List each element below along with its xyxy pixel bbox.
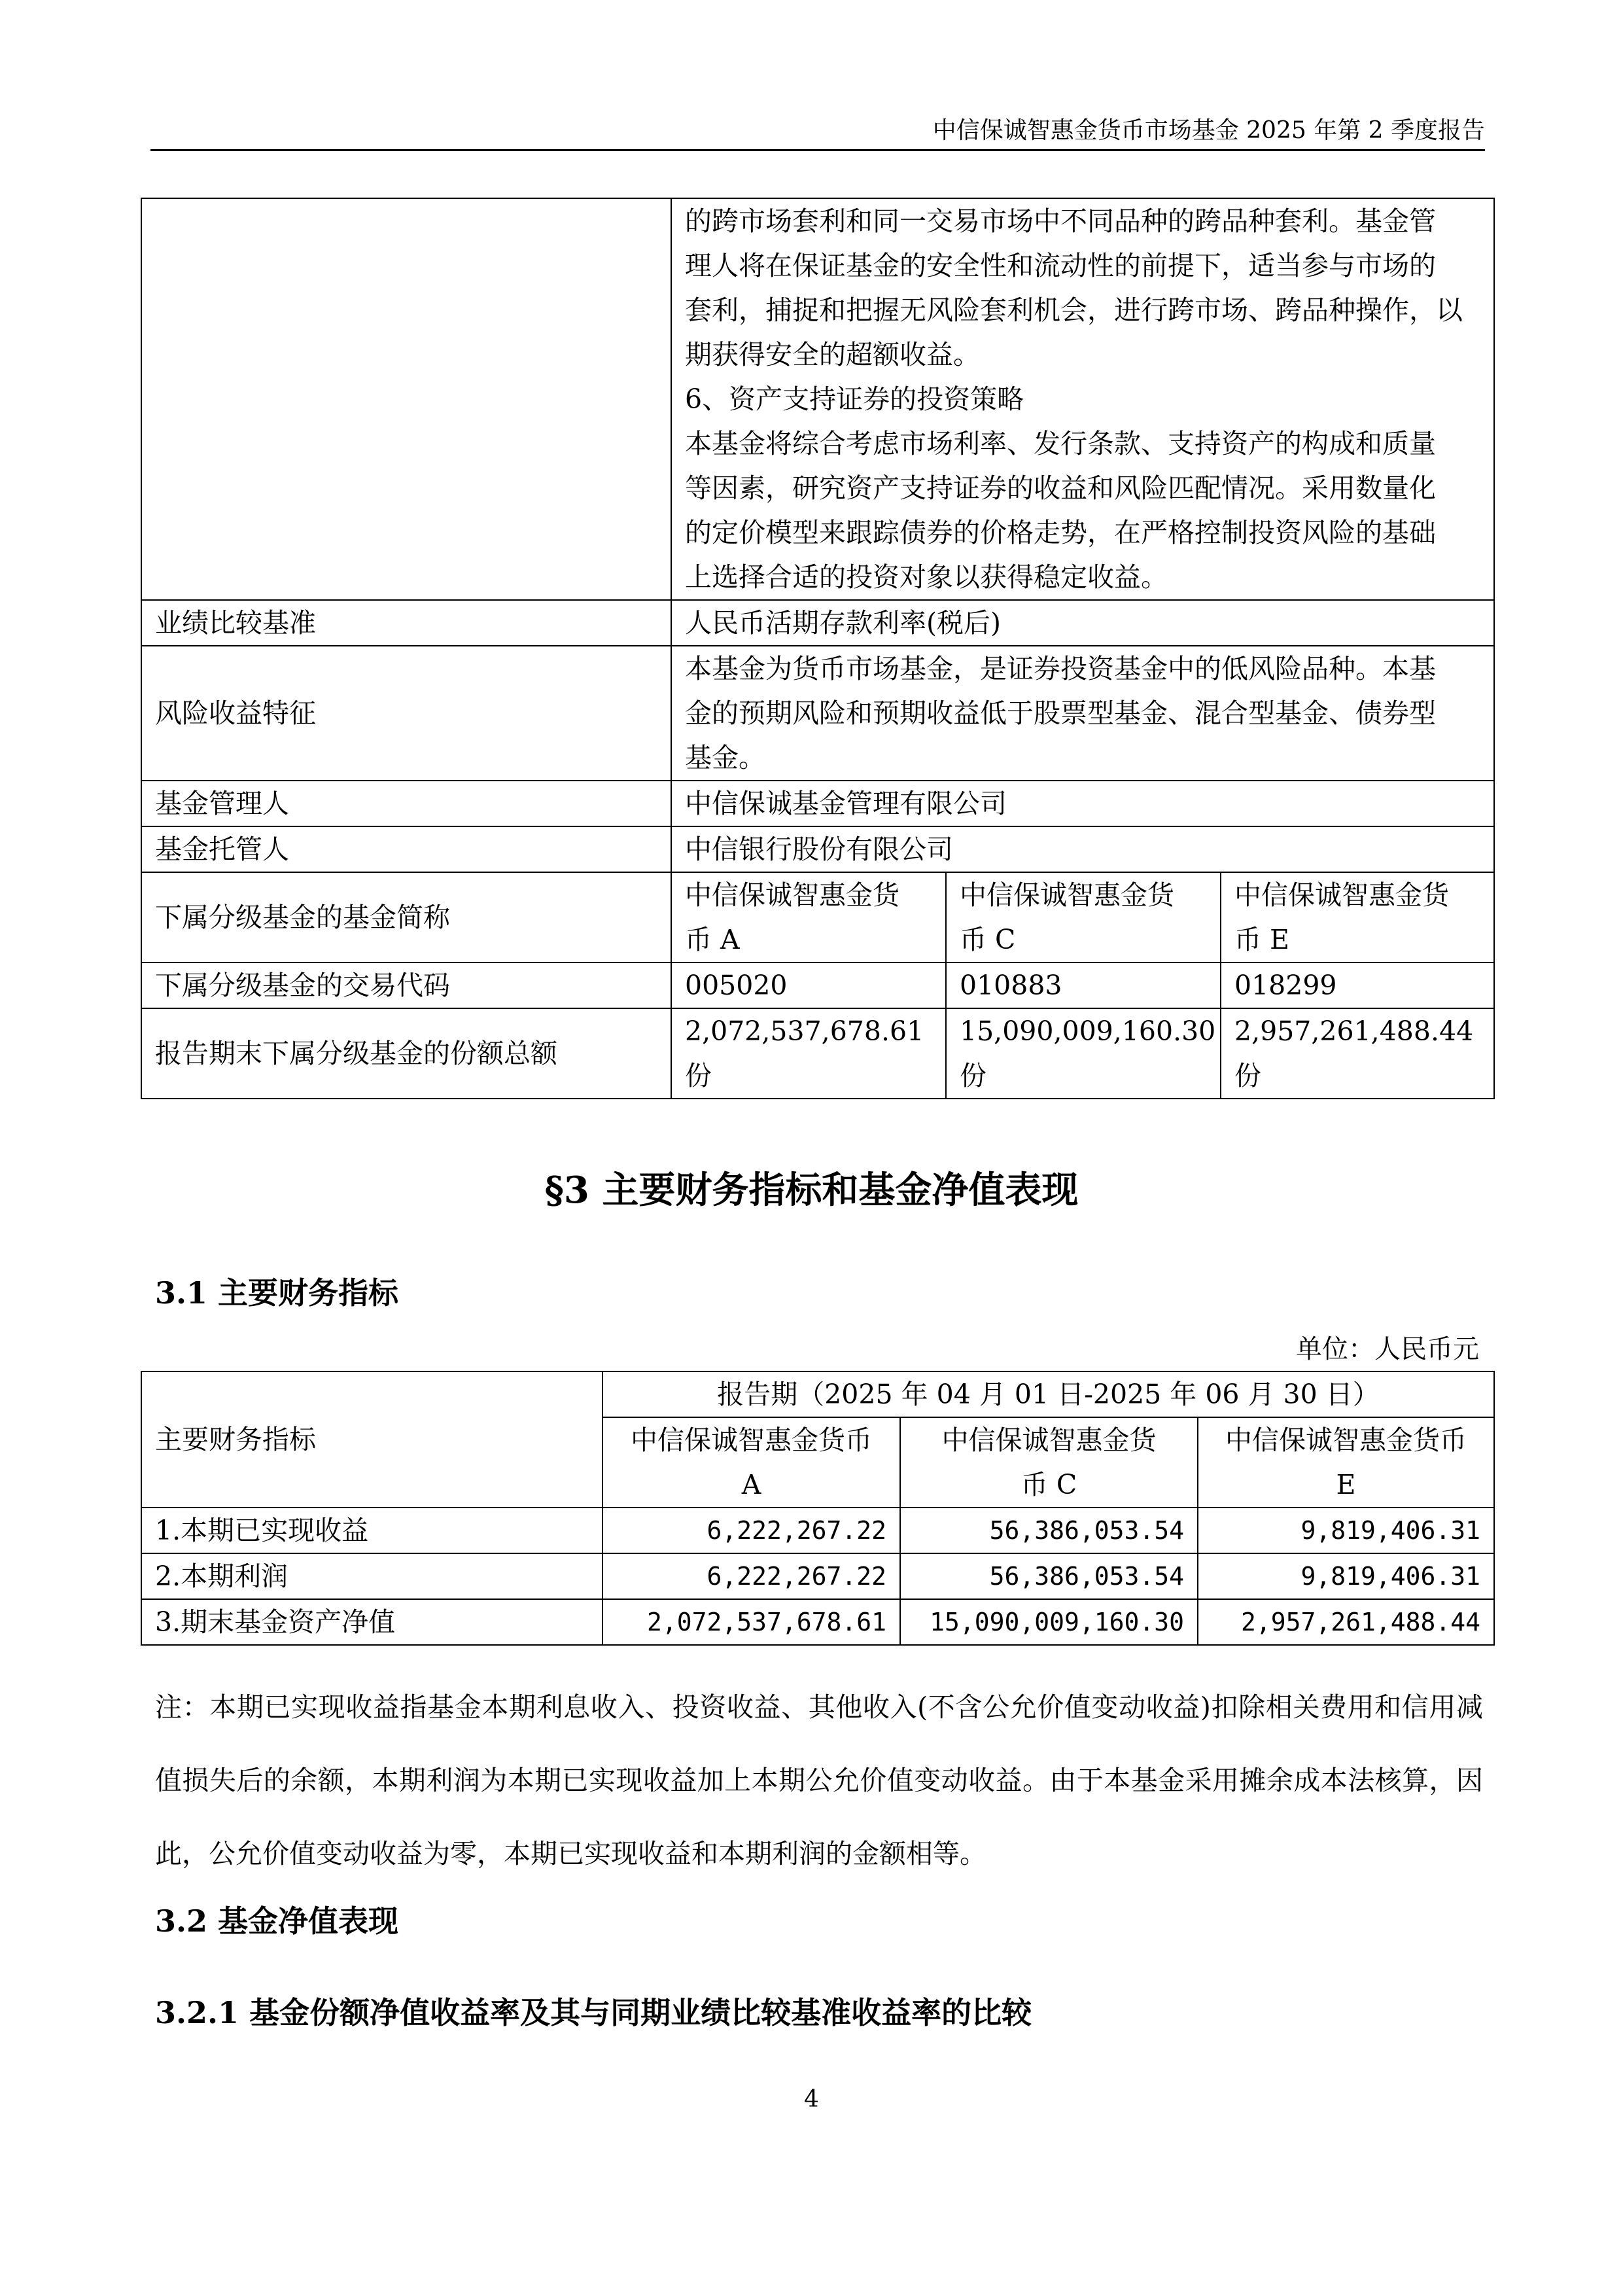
class-head-c <box>900 1417 1198 1508</box>
row-label: 3.期末基金资产净值 <box>141 1599 602 1645</box>
text-line: A <box>741 1469 761 1500</box>
text-line: 上选择合适的投资对象以获得稳定收益。 <box>685 561 1168 593</box>
strategy-text-cell <box>671 198 1494 600</box>
text-line: 的跨市场套利和同一交易市场中不同品种的跨品种套利。基金管 <box>685 205 1436 237</box>
text-line: 币 C <box>960 924 1016 955</box>
table-row <box>141 1553 1494 1599</box>
text-line: 份 <box>685 1060 712 1091</box>
benchmark-value: 人民币活期存款利率(税后) <box>671 600 1494 646</box>
table-row <box>141 1371 1494 1417</box>
short-name-e <box>1221 872 1494 963</box>
financial-indicators-table <box>141 1371 1495 1646</box>
shares-label: 报告期末下属分级基金的份额总额 <box>141 1008 671 1099</box>
risk-value <box>671 646 1494 781</box>
text-line: 金的预期风险和预期收益低于股票型基金、混合型基金、债券型 <box>685 698 1436 729</box>
page-header: 中信保诚智惠金货币市场基金 2025 年第 2 季度报告 <box>150 113 1485 151</box>
value-cell: 56,386,053.54 <box>900 1553 1198 1599</box>
text-line: 中信保诚智惠金货 <box>685 879 899 911</box>
text-line: 等因素，研究资产支持证券的收益和风险匹配情况。采用数量化 <box>685 472 1436 504</box>
class-head-e <box>1198 1417 1494 1508</box>
text-line: 币 E <box>1234 924 1289 955</box>
page-number: 4 <box>804 2086 819 2113</box>
value-cell: 9,819,406.31 <box>1198 1553 1494 1599</box>
short-name-a <box>671 872 946 963</box>
text-line: 中信保诚智惠金货币 <box>1225 1424 1467 1456</box>
text-line: 本基金为货币市场基金，是证券投资基金中的低风险品种。本基 <box>685 653 1436 684</box>
text-line: 15,090,009,160.30 <box>960 1016 1216 1047</box>
indicator-header: 主要财务指标 <box>141 1371 602 1508</box>
row-label: 1.本期已实现收益 <box>141 1508 602 1553</box>
text-line: 中信保诚智惠金货 <box>1234 879 1449 911</box>
text-line: 份 <box>960 1060 986 1091</box>
code-a: 005020 <box>671 963 946 1008</box>
strategy-label-cell <box>141 198 671 600</box>
value-cell: 15,090,009,160.30 <box>900 1599 1198 1645</box>
subsection-title-3-2: 3.2 基金净值表现 <box>155 1903 399 1939</box>
table-row <box>141 1599 1494 1645</box>
text-line: 中信保诚智惠金货币 <box>631 1424 872 1456</box>
text-line: 理人将在保证基金的安全性和流动性的前提下，适当参与市场的 <box>685 250 1436 281</box>
text-line: 2,957,261,488.44 <box>1234 1016 1474 1047</box>
section-title: §3 主要财务指标和基金净值表现 <box>544 1169 1079 1212</box>
text-line: 中信保诚智惠金货 <box>960 879 1174 911</box>
period-header: 报告期（2025 年 04 月 01 日-2025 年 06 月 30 日） <box>602 1371 1494 1417</box>
value-cell: 2,957,261,488.44 <box>1198 1599 1494 1645</box>
subsection-title-3-2-1: 3.2.1 基金份额净值收益率及其与同期业绩比较基准收益率的比较 <box>155 1995 1032 2030</box>
code-label: 下属分级基金的交易代码 <box>141 963 671 1008</box>
value-cell: 6,222,267.22 <box>602 1553 900 1599</box>
short-name-c <box>946 872 1221 963</box>
subsection-title-3-1: 3.1 主要财务指标 <box>155 1275 399 1311</box>
table-row <box>141 646 1494 781</box>
shares-a <box>671 1008 946 1099</box>
row-label: 2.本期利润 <box>141 1553 602 1599</box>
table-row <box>141 600 1494 646</box>
table-row <box>141 1508 1494 1553</box>
table-row <box>141 781 1494 826</box>
manager-value: 中信保诚基金管理有限公司 <box>671 781 1494 826</box>
fund-info-table <box>141 198 1495 1099</box>
manager-label: 基金管理人 <box>141 781 671 826</box>
value-cell: 9,819,406.31 <box>1198 1508 1494 1553</box>
text-line: 中信保诚智惠金货 <box>941 1424 1157 1456</box>
table-row <box>141 1008 1494 1099</box>
shares-e <box>1221 1008 1494 1099</box>
table-row <box>141 198 1494 600</box>
code-c: 010883 <box>946 963 1221 1008</box>
table-row <box>141 826 1494 872</box>
custodian-value: 中信银行股份有限公司 <box>671 826 1494 872</box>
class-head-a <box>602 1417 900 1508</box>
text-line: 套利，捕捉和把握无风险套利机会，进行跨市场、跨品种操作，以 <box>685 294 1463 326</box>
benchmark-label: 业绩比较基准 <box>141 600 671 646</box>
text-line: 期获得安全的超额收益。 <box>685 339 980 370</box>
value-cell: 2,072,537,678.61 <box>602 1599 900 1645</box>
text-line: 2,072,537,678.61 <box>685 1016 924 1047</box>
value-cell: 56,386,053.54 <box>900 1508 1198 1553</box>
code-e: 018299 <box>1221 963 1494 1008</box>
text-line: 币 C <box>1021 1469 1077 1500</box>
text-line: 币 A <box>685 924 740 955</box>
value-cell: 6,222,267.22 <box>602 1508 900 1553</box>
custodian-label: 基金托管人 <box>141 826 671 872</box>
text-line: E <box>1336 1469 1356 1500</box>
table-row <box>141 872 1494 963</box>
unit-label: 单位：人民币元 <box>1296 1334 1479 1364</box>
text-line: 份 <box>1234 1060 1261 1091</box>
text-line: 本基金将综合考虑市场利率、发行条款、支持资产的构成和质量 <box>685 428 1436 459</box>
text-line: 6、资产支持证券的投资策略 <box>685 383 1024 415</box>
short-name-label: 下属分级基金的基金简称 <box>141 872 671 963</box>
risk-label: 风险收益特征 <box>141 646 671 781</box>
table-row <box>141 963 1494 1008</box>
text-line: 的定价模型来跟踪债券的价格走势，在严格控制投资风险的基础 <box>685 517 1436 548</box>
table-note: 注：本期已实现收益指基金本期利息收入、投资收益、其他收入(不含公允价值变动收益)扣除相关费用和信用减值损失后的余额，本期利润为本期已实现收益加上本期公允价值变动收益。由于本基金采用摊余成本法核算，因此，公允价值变动收益为零，本期已实现收益和本期利润的金额相等。 <box>155 1691 1483 1869</box>
shares-c <box>946 1008 1221 1099</box>
text-line: 基金。 <box>685 742 765 773</box>
